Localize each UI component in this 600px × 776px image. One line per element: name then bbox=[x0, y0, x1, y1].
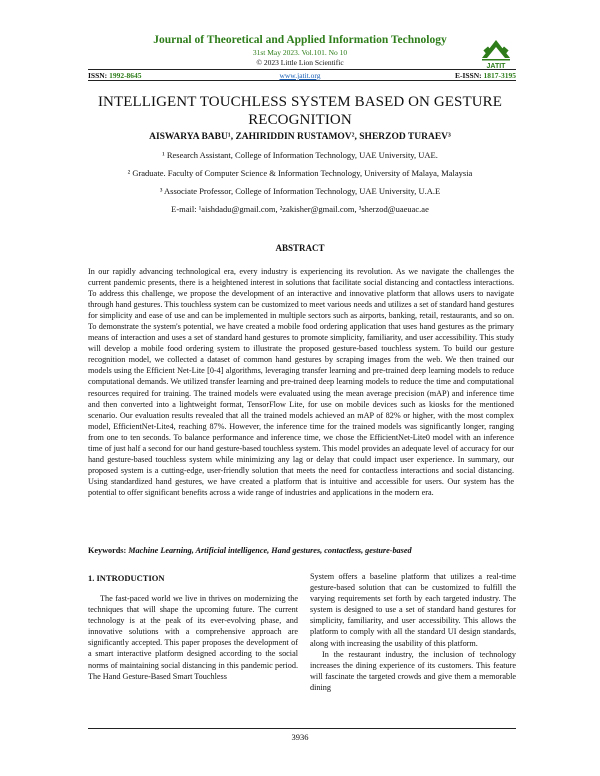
journal-title: Journal of Theoretical and Applied Information Technology bbox=[153, 34, 447, 46]
author-emails: E-mail: ¹aishdadu@gmail.com, ²zakisher@gmail.com, ³sherzod@uaeuac.ae bbox=[171, 204, 429, 214]
page-number: 3936 bbox=[291, 732, 309, 742]
issn-value: 1992-8645 bbox=[109, 71, 142, 80]
keywords-label: Keywords: bbox=[88, 546, 127, 555]
jatit-logo-icon bbox=[478, 36, 514, 70]
intro-paragraph-1: The fast-paced world we live in thrives on modernizing the techniques that will shape the upcoming future. The current technology is at the peak of its ever-evolving phase, and innovative solutions with a comprehensive approach are significantly accepted. This paper proposes the development of a smart interactive platform designed according to the social norms of maintaining social distancing in this pandemic period. The Hand Gesture-Based Smart Touchless bbox=[88, 594, 298, 681]
affiliation-1: ¹ Research Assistant, College of Information Technology, UAE University, UAE. bbox=[162, 150, 438, 160]
intro-paragraph-2: In the restaurant industry, the inclusion of technology increases the dining experience of its customers. This feature will fascinate the targeted crowds and give them a memorable dining bbox=[310, 649, 516, 692]
eissn bbox=[455, 71, 516, 80]
keywords bbox=[88, 546, 514, 556]
issue-line: 31st May 2023. Vol.101. No 10 bbox=[252, 48, 348, 57]
abstract-heading: ABSTRACT bbox=[275, 243, 325, 253]
intro-paragraph-1-continued: System offers a baseline platform that utilizes a real-time gesture-based solution that can be customized to fulfill the varying requirements set forth by each targeted industry. The system is designed to use a set of standard hand gestures for simplicity, familiarity, and user accessibility. This allows the platform to comply with all the standard UI design standards, along with increasing the usability of this platform. bbox=[310, 572, 516, 648]
keywords-list: Machine Learning, Artificial intelligence, Hand gestures, contactless, gesture-based bbox=[128, 546, 412, 555]
author-list: AISWARYA BABU¹, ZAHIRIDDIN RUSTAMOV², SHERZOD TURAEV³ bbox=[149, 132, 451, 142]
eissn-value: 1817-3195 bbox=[483, 71, 516, 80]
issn-label: ISSN: bbox=[88, 71, 108, 80]
copyright-line: © 2023 Little Lion Scientific bbox=[256, 58, 344, 67]
footer-rule bbox=[88, 728, 516, 729]
header-rule-bottom bbox=[88, 80, 516, 81]
paper-title: INTELLIGENT TOUCHLESS SYSTEM BASED ON GESTURE RECOGNITION bbox=[97, 94, 503, 128]
eissn-label: E-ISSN: bbox=[454, 71, 482, 80]
website-link[interactable]: www.jatit.org bbox=[279, 71, 321, 80]
header-rule-top bbox=[88, 69, 516, 70]
right-column bbox=[310, 571, 516, 693]
left-column bbox=[88, 593, 298, 682]
logo-text: JATIT bbox=[486, 63, 506, 70]
section-heading-introduction: 1. INTRODUCTION bbox=[88, 573, 165, 583]
affiliation-2: ² Graduate. Faculty of Computer Science & Information Technology, University of Malaya, Malaysia bbox=[127, 168, 473, 178]
affiliation-3: ³ Associate Professor, College of Information Technology, UAE University, U.A.E bbox=[159, 186, 441, 196]
abstract-body: In our rapidly advancing technological era, every industry is experiencing its revolution. As we navigate the challenges the current pandemic presents, there is a heightened interest in solutions that facilitate social distancing and contactless interactions. To address this challenge, we propose the development of an interactive and innovative platform that allows users to navigate through hand gestures. This touchless system can be customized to meet various needs and utilizes a set of standard hand gestures for simplicity and ease of use and can be implemented in multiple sectors such as airports, banking, retail, restaurants, and so on. To demonstrate the system's potential, we have created a mobile food ordering application that uses hand gestures as the primary means of interaction and uses a set of standard hand gestures to promote simplicity, familiarity, and user accessibility. This study will develop a mobile food ordering system to illustrate the proposed gesture-based touchless system. To build our gesture recognition model, we collected a dataset of common hand gestures by scraping images from the web. We then trained our models using the Efficient Net-Lite [0-4] algorithms, leveraging transfer learning and pre-trained deep learning models to reduce computational demands. We utilized transfer learning and pre-trained deep learning models to reduce the time and computational resources required for training. The trained models were evaluated using the mean average precision (mAP) and inference time and then converted into a lightweight format, TensorFlow Lite, for use on mobile devices such as kiosks for the mentioned scenario. Our evaluation results revealed that all the trained models achieved an mAP of 82% or higher, with the most complex model, EfficientNet-Lite4, reaching 87%. However, the inference time for the trained models was significantly longer, ranging from one to ten seconds. To balance performance and inference time, we chose the EfficientNet-Lite0 model with an inference time of just half a second for our hand gesture-based touchless system. This model provides an adequate level of accuracy for our hand gesture-based touchless system while minimizing any lag or delay that could impact user experience. In summary, our proposed system is a cutting-edge, user-friendly solution that meets the need for contactless interactions and social distancing. Using standardized hand gestures, we have created a platform that is intuitive and accessible for users. Our system has the potential to offer significant benefits across a wide range of industries and applications in the modern era. bbox=[88, 267, 514, 497]
